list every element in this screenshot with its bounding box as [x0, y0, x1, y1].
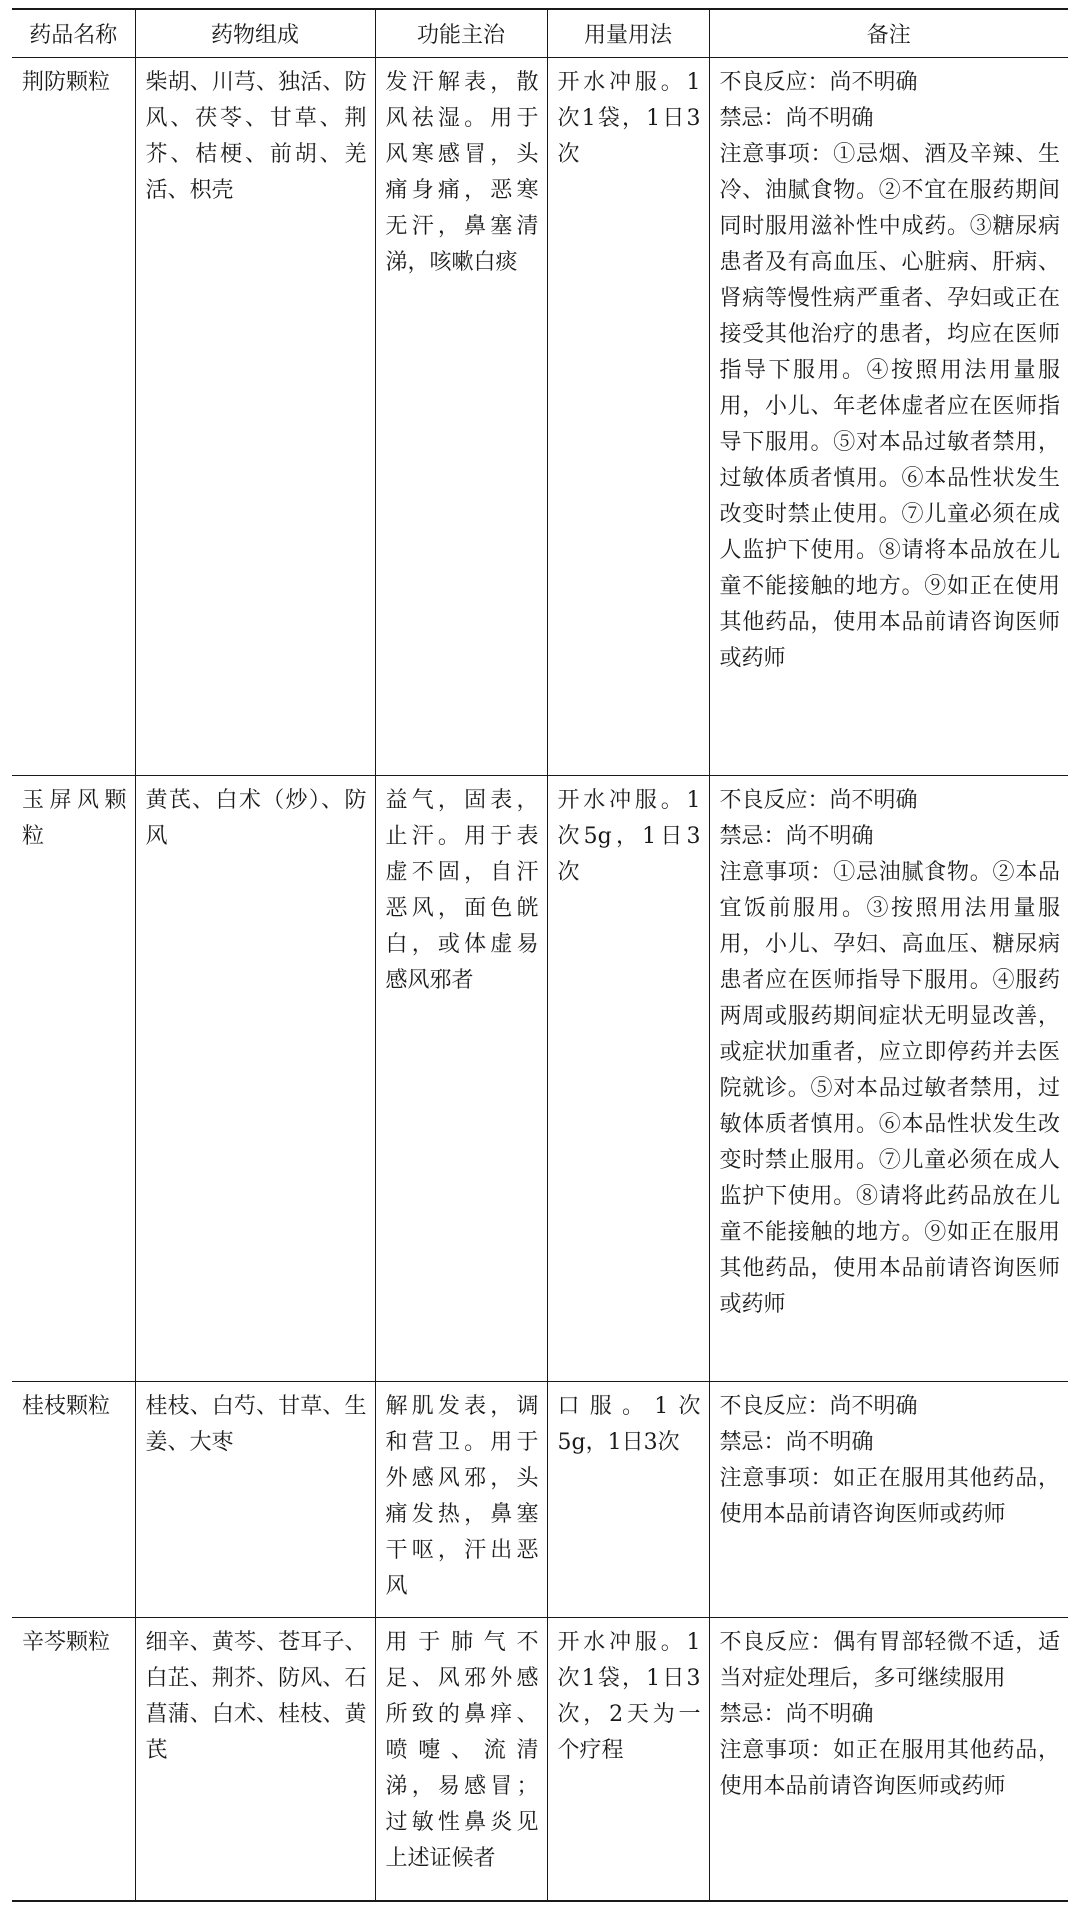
note-precautions: 注意事项：如正在服用其他药品，使用本品前请咨询医师或药师 — [719, 1465, 1060, 1527]
table-header — [12, 9, 1068, 57]
notes-cell — [709, 1381, 1068, 1617]
table-row — [12, 1381, 1068, 1617]
note-adverse: 不良反应：偶有胃部轻微不适，适当对症处理后，多可继续服用 — [719, 1629, 1060, 1691]
usage-cell: 口服。1次5g，1日3次 — [547, 1381, 709, 1617]
note-precautions: 注意事项：①忌油腻食物。②本品宜饭前服用。③按照用法用量服用，小儿、孕妇、高血压、糖尿病患者应在医师指导下服用。④服药两周或服药期间症状无明显改善，或症状加重者，应立即停药并去医院就诊。⑤对本品过敏者禁用，过敏体质者慎用。⑥本品性状发生改变时禁止服用。⑦儿童必须在成人监护下使用。⑧请将此药品放在儿童不能接触的地方。⑨如正在服用其他药品，使用本品前请咨询医师或药师 — [719, 859, 1060, 1317]
header-composition: 药物组成 — [135, 9, 375, 57]
header-function: 功能主治 — [375, 9, 547, 57]
notes-cell — [709, 1617, 1068, 1901]
table-row — [12, 775, 1068, 1381]
note-precautions: 注意事项：如正在服用其他药品，使用本品前请咨询医师或药师 — [719, 1737, 1060, 1799]
function-cell: 解肌发表，调和营卫。用于外感风邪，头痛发热，鼻塞干呕，汗出恶风 — [375, 1381, 547, 1617]
notes-cell — [709, 57, 1068, 775]
usage-cell: 开水冲服。1次1袋，1日3次，2天为一个疗程 — [547, 1617, 709, 1901]
function-cell: 益气，固表，止汗。用于表虚不固，自汗恶风，面色㿠白，或体虚易感风邪者 — [375, 775, 547, 1381]
notes-cell — [709, 775, 1068, 1381]
header-usage: 用量用法 — [547, 9, 709, 57]
drug-name-cell: 辛芩颗粒 — [12, 1617, 135, 1901]
composition-cell: 细辛、黄芩、苍耳子、白芷、荆芥、防风、石菖蒲、白术、桂枝、黄芪 — [135, 1617, 375, 1901]
note-precautions: 注意事项：①忌烟、酒及辛辣、生冷、油腻食物。②不宜在服药期间同时服用滋补性中成药。③糖尿病患者及有高血压、心脏病、肝病、肾病等慢性病严重者、孕妇或正在接受其他治疗的患者，均应在医师指导下服用。④按照用法用量服用，小儿、年老体虚者应在医师指导下服用。⑤对本品过敏者禁用，过敏体质者慎用。⑥本品性状发生改变时禁止使用。⑦儿童必须在成人监护下使用。⑧请将本品放在儿童不能接触的地方。⑨如正在使用其他药品，使用本品前请咨询医师或药师 — [719, 141, 1060, 671]
composition-cell: 黄芪、白术（炒）、防风 — [135, 775, 375, 1381]
note-adverse: 不良反应：尚不明确 — [719, 69, 918, 95]
note-contraindication: 禁忌：尚不明确 — [719, 1429, 874, 1455]
header-notes: 备注 — [709, 9, 1068, 57]
note-contraindication: 禁忌：尚不明确 — [719, 105, 874, 131]
drug-name-cell: 桂枝颗粒 — [12, 1381, 135, 1617]
function-cell: 发汗解表，散风祛湿。用于风寒感冒，头痛身痛，恶寒无汗，鼻塞清涕，咳嗽白痰 — [375, 57, 547, 775]
function-cell: 用于肺气不足、风邪外感所致的鼻痒、喷嚏、流清涕，易感冒；过敏性鼻炎见上述证候者 — [375, 1617, 547, 1901]
table-row — [12, 57, 1068, 775]
table-row — [12, 1617, 1068, 1901]
note-contraindication: 禁忌：尚不明确 — [719, 823, 874, 849]
usage-cell: 开水冲服。1次5g，1日3次 — [547, 775, 709, 1381]
note-contraindication: 禁忌：尚不明确 — [719, 1701, 874, 1727]
note-adverse: 不良反应：尚不明确 — [719, 1393, 918, 1419]
composition-cell: 桂枝、白芍、甘草、生姜、大枣 — [135, 1381, 375, 1617]
usage-cell: 开水冲服。1次1袋，1日3次 — [547, 57, 709, 775]
drug-name-cell: 荆防颗粒 — [12, 57, 135, 775]
drug-name-cell: 玉屏风颗粒 — [12, 775, 135, 1381]
header-drug-name: 药品名称 — [12, 9, 135, 57]
composition-cell: 柴胡、川芎、独活、防风、茯苓、甘草、荆芥、桔梗、前胡、羌活、枳壳 — [135, 57, 375, 775]
drug-table — [12, 8, 1068, 1902]
note-adverse: 不良反应：尚不明确 — [719, 787, 918, 813]
